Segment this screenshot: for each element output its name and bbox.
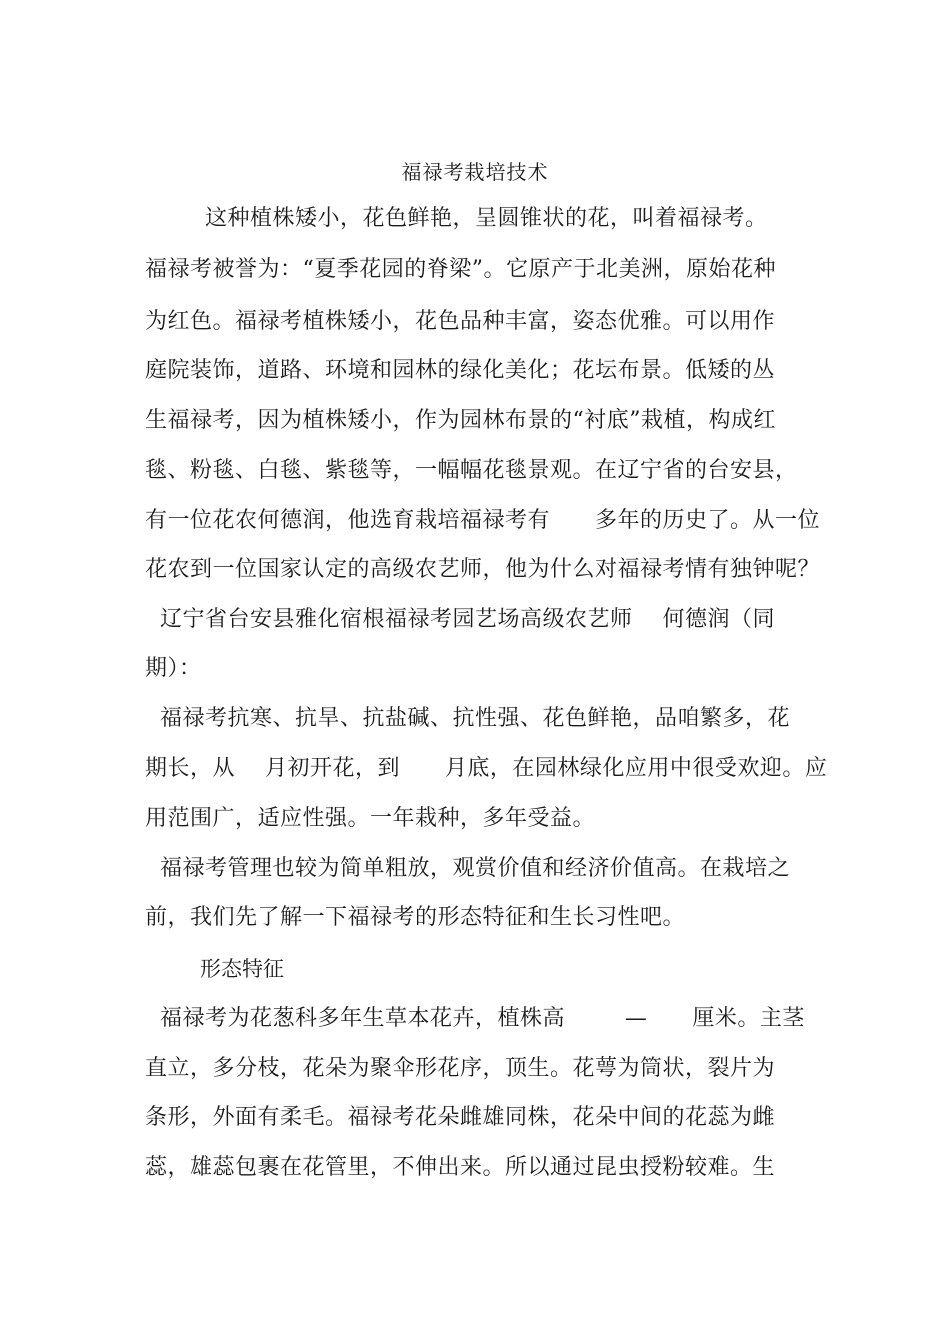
paragraph-line: 有一位花农何德润，他选育栽培福禄考有 多年的历史了。从一位 xyxy=(145,508,820,533)
paragraph-line: 为红色。福禄考植株矮小，花色品种丰富，姿态优雅。可以用作 xyxy=(145,309,776,334)
document-title: 福禄考栽培技术 xyxy=(401,160,549,184)
paragraph-line: 蕊，雄蕊包裹在花管里，不伸出来。所以通过昆虫授粉较难。生 xyxy=(145,1155,776,1180)
paragraph-line: 这种植株矮小，花色鲜艳，呈圆锥状的花，叫着福禄考。 xyxy=(145,206,768,231)
paragraph-line: 期）： xyxy=(145,656,202,681)
paragraph-line: 花农到一位国家认定的高级农艺师，他为什么对福禄考情有独钟呢？ xyxy=(145,557,821,582)
paragraph-line: 福禄考为花葱科多年生草本花卉，植株高 — 厘米。主茎 xyxy=(145,1006,805,1031)
paragraph-line: 福禄考管理也较为简单粗放，观赏价值和经济价值高。在栽培之 xyxy=(145,856,790,881)
paragraph-line: 前，我们先了解一下福禄考的形态特征和生长习性吧。 xyxy=(145,905,686,930)
paragraph-line: 期长，从 月初开花，到 月底，在园林绿化应用中很受欢迎。应 xyxy=(145,756,828,781)
paragraph-line: 庭院装饰，道路、环境和园林的绿化美化；花坛布景。低矮的丛 xyxy=(145,358,776,383)
paragraph-line: 直立，多分枝，花朵为聚伞形花序，顶生。花萼为筒状，裂片为 xyxy=(145,1056,776,1081)
paragraph-line: 条形，外面有柔毛。福禄考花朵雌雄同株，花朵中间的花蕊为雌 xyxy=(145,1105,776,1130)
section-heading: 形态特征 xyxy=(200,957,284,981)
paragraph-line: 生福禄考，因为植株矮小，作为园林布景的“衬底”栽植，构成红 xyxy=(145,408,776,433)
paragraph-line: 辽宁省台安县雅化宿根福禄考园艺场高级农艺师 何德润（同 xyxy=(145,607,775,632)
paragraph-line: 用范围广，适应性强。一年栽种，多年受益。 xyxy=(145,806,596,831)
paragraph-line: 福禄考被誉为：“夏季花园的脊梁”。它原产于北美洲，原始花种 xyxy=(145,257,776,282)
paragraph-line: 福禄考抗寒、抗旱、抗盐碱、抗性强、花色鲜艳，品咱繁多，花 xyxy=(145,706,790,731)
paragraph-line: 毯、粉毯、白毯、紫毯等，一幅幅花毯景观。在辽宁省的台安县， xyxy=(145,458,798,483)
